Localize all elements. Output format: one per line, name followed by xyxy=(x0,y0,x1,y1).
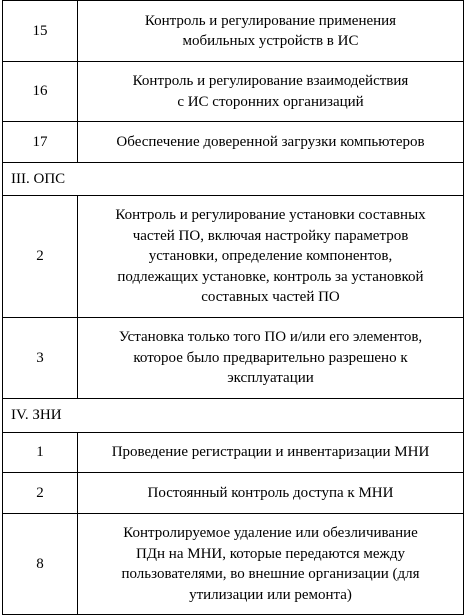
row-number: 8 xyxy=(3,514,78,615)
row-number: 15 xyxy=(3,1,78,62)
row-number: 1 xyxy=(3,433,78,473)
table-row xyxy=(3,514,464,615)
row-description: Постоянный контроль доступа к МНИ xyxy=(78,473,464,514)
table-row xyxy=(3,1,464,62)
row-description: Установка только того ПО и/или его элементов, которое было предварительно разрешено к эксплуатации xyxy=(78,318,464,399)
section-heading-ops: III. ОПС xyxy=(3,163,464,196)
row-description: Контроль и регулирование применения мобильных устройств в ИС xyxy=(78,1,464,62)
row-number: 2 xyxy=(3,473,78,514)
table-row xyxy=(3,473,464,514)
row-description: Контроль и регулирование взаимодействия с ИС сторонних организаций xyxy=(78,62,464,122)
section-heading-zni: IV. ЗНИ xyxy=(3,399,464,433)
row-description: Обеспечение доверенной загрузки компьютеров xyxy=(78,122,464,163)
row-description: Контроль и регулирование установки составных частей ПО, включая настройку параметров установки, определение компонентов, подлежащих установке, контроль за установкой составных частей ПО xyxy=(78,196,464,318)
row-number: 3 xyxy=(3,318,78,399)
section-row xyxy=(3,399,464,433)
row-number: 17 xyxy=(3,122,78,163)
table-row xyxy=(3,62,464,122)
table-row xyxy=(3,433,464,473)
table-row xyxy=(3,318,464,399)
table-row xyxy=(3,122,464,163)
section-row xyxy=(3,163,464,196)
row-number: 2 xyxy=(3,196,78,318)
measures-table xyxy=(2,0,464,615)
table-row xyxy=(3,196,464,318)
row-number: 16 xyxy=(3,62,78,122)
row-description: Проведение регистрации и инвентаризации МНИ xyxy=(78,433,464,473)
row-description: Контролируемое удаление или обезличивание ПДн на МНИ, которые передаются между пользователями, во внешние организации (для утилизации или ремонта) xyxy=(78,514,464,615)
